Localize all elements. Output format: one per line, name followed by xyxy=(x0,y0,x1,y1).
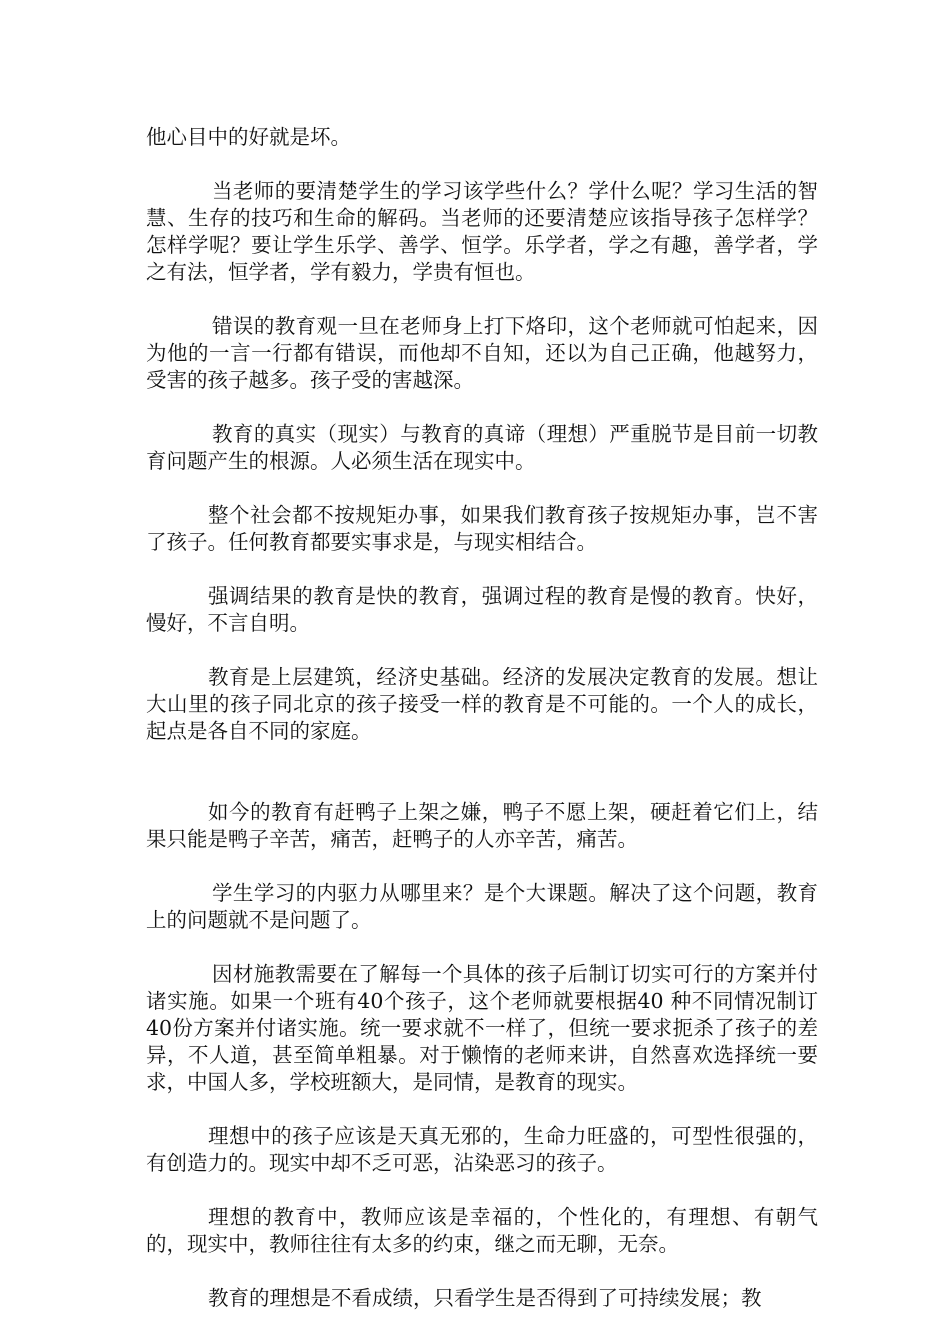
paragraph-teacher-clarity: 当老师的要清楚学生的学习该学些什么？学什么呢？学习生活的智慧、生存的技巧和生命的解码。当老师的还要清楚应该指导孩子怎样学？怎样学呢？要让学生乐学、善学、恒学。乐学者，学之有趣，善学者，学之有法，恒学者，学有毅力，学贵有恒也。 xyxy=(146,179,818,284)
paragraph-economy: 教育是上层建筑，经济史基础。经济的发展决定教育的发展。想让大山里的孩子同北京的孩子接受一样的教育是不可能的。一个人的成长，起点是各自不同的家庭。 xyxy=(146,665,818,743)
paragraph-ducks: 如今的教育有赶鸭子上架之嫌，鸭子不愿上架，硬赶着它们上，结果只能是鸭子辛苦，痛苦，赶鸭子的人亦辛苦，痛苦。 xyxy=(146,800,818,851)
paragraph-ideal-child: 理想中的孩子应该是天真无邪的，生命力旺盛的，可型性很强的，有创造力的。现实中却不乏可恶，沾染恶习的孩子。 xyxy=(146,1124,818,1175)
paragraph-motivation: 学生学习的内驱力从哪里来？是个大课题。解决了这个问题，教育上的问题就不是问题了。 xyxy=(146,881,818,932)
paragraph-wrong-views: 错误的教育观一旦在老师身上打下烙印，这个老师就可怕起来，因为他的一言一行都有错误，而他却不自知，还以为自己正确，他越努力，受害的孩子越多。孩子受的害越深。 xyxy=(146,314,818,392)
paragraph-reality-vs-ideal: 教育的真实（现实）与教育的真谛（理想）严重脱节是目前一切教育问题产生的根源。人必须生活在现实中。 xyxy=(146,422,818,473)
paragraph-ideal-teacher: 理想的教育中，教师应该是幸福的，个性化的，有理想、有朝气的，现实中，教师往往有太多的约束，继之而无聊，无奈。 xyxy=(146,1205,818,1256)
paragraph-fast-slow: 强调结果的教育是快的教育，强调过程的教育是慢的教育。快好，慢好，不言自明。 xyxy=(146,584,818,635)
paragraph-continuation: 他心目中的好就是坏。 xyxy=(146,125,351,149)
paragraph-rules: 整个社会都不按规矩办事，如果我们教育孩子按规矩办事，岂不害了孩子。任何教育都要实事求是，与现实相结合。 xyxy=(146,503,818,554)
paragraph-ideal-education: 教育的理想是不看成绩，只看学生是否得到了可持续发展；教 xyxy=(208,1286,762,1310)
paragraph-individualized: 因材施教需要在了解每一个具体的孩子后制订切实可行的方案并付诸实施。如果一个班有40个孩子，这个老师就要根据40 种不同情况制订40份方案并付诸实施。统一要求就不一样了，但统一要求扼杀了孩子的差异，不人道，甚至简单粗暴。对于懒惰的老师来讲，自然喜欢选择统一要求，中国人多，学校班额大，是同情，是教育的现实。 xyxy=(146,962,818,1094)
document-body xyxy=(146,124,818,1312)
